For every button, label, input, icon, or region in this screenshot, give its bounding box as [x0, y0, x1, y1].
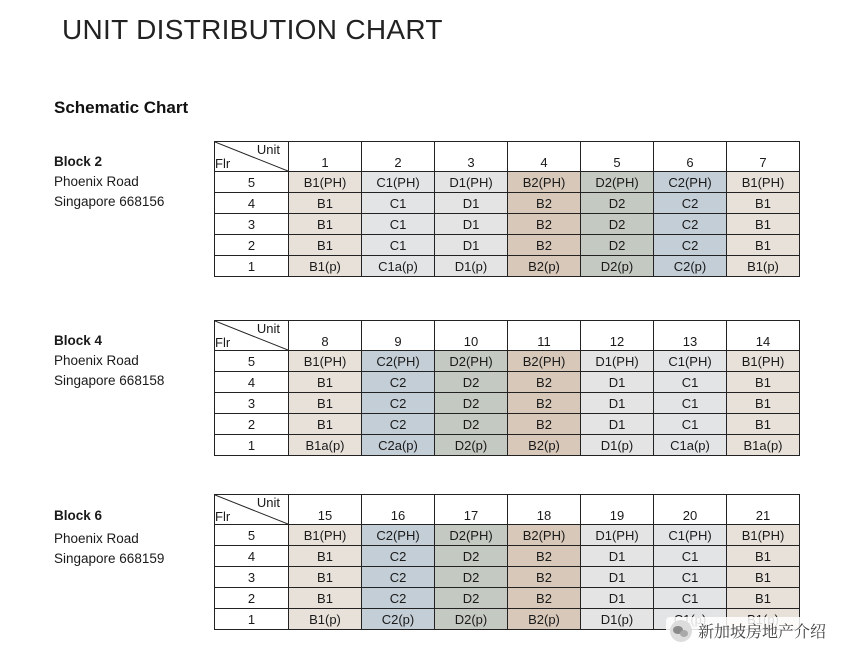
unit-type-cell: D2 [435, 588, 508, 609]
table-corner-cell [215, 321, 289, 351]
table-row [215, 235, 800, 256]
unit-type-cell: D1 [435, 193, 508, 214]
unit-type-cell: B2 [508, 414, 581, 435]
unit-type-cell: B1a(p) [727, 435, 800, 456]
unit-number-header: 6 [654, 142, 727, 172]
unit-type-cell: D1 [581, 567, 654, 588]
unit-type-cell: D1(PH) [581, 525, 654, 546]
unit-type-cell: D2 [435, 372, 508, 393]
unit-type-cell: B2 [508, 372, 581, 393]
table-row [215, 256, 800, 277]
block-info [54, 506, 164, 569]
floor-number-cell: 3 [215, 393, 289, 414]
unit-table [214, 494, 800, 630]
unit-number-header: 19 [581, 495, 654, 525]
unit-type-cell: D1 [435, 235, 508, 256]
unit-type-cell: C2(PH) [362, 351, 435, 372]
unit-type-cell: B1 [289, 372, 362, 393]
unit-type-cell: B1(PH) [727, 351, 800, 372]
unit-type-cell: C2 [362, 372, 435, 393]
table-row [215, 393, 800, 414]
unit-type-cell: C1 [654, 372, 727, 393]
unit-type-cell: C1 [362, 235, 435, 256]
unit-number-header: 4 [508, 142, 581, 172]
unit-type-cell: B2(PH) [508, 172, 581, 193]
floor-number-cell: 4 [215, 193, 289, 214]
unit-type-cell: D1 [581, 414, 654, 435]
block-postal: Singapore 668156 [54, 194, 165, 209]
block-street: Phoenix Road [54, 353, 139, 368]
block-postal: Singapore 668158 [54, 373, 165, 388]
unit-type-cell: B1(p) [289, 609, 362, 630]
block-postal: Singapore 668159 [54, 551, 165, 566]
unit-type-cell: D2 [435, 567, 508, 588]
unit-table [214, 320, 800, 456]
unit-type-cell: C1(PH) [654, 525, 727, 546]
unit-number-header: 7 [727, 142, 800, 172]
table-row [215, 567, 800, 588]
unit-type-cell: B2(p) [508, 435, 581, 456]
unit-table [214, 141, 800, 277]
unit-type-cell: C2 [362, 567, 435, 588]
unit-type-cell: B1 [727, 546, 800, 567]
unit-type-cell: C2(PH) [362, 525, 435, 546]
unit-type-cell: D2 [581, 193, 654, 214]
unit-type-cell: B2(p) [508, 256, 581, 277]
unit-number-header: 5 [581, 142, 654, 172]
unit-type-cell: B2 [508, 193, 581, 214]
unit-type-cell: C1a(p) [654, 435, 727, 456]
unit-type-cell: B2(PH) [508, 525, 581, 546]
table-row [215, 435, 800, 456]
unit-type-cell: B2(PH) [508, 351, 581, 372]
unit-type-cell: D2 [435, 546, 508, 567]
unit-type-cell: B1a(p) [289, 435, 362, 456]
section-subtitle: Schematic Chart [54, 98, 189, 117]
unit-type-cell: B1 [727, 393, 800, 414]
unit-type-cell: B1(PH) [289, 172, 362, 193]
table-row [215, 351, 800, 372]
unit-number-header: 13 [654, 321, 727, 351]
unit-type-cell: B2 [508, 588, 581, 609]
unit-number-header: 11 [508, 321, 581, 351]
floor-number-cell: 5 [215, 172, 289, 193]
unit-type-cell: D2 [435, 393, 508, 414]
unit-type-cell: B1(p) [727, 256, 800, 277]
unit-type-cell: B2 [508, 235, 581, 256]
unit-type-cell: D2 [581, 214, 654, 235]
table-header-row [215, 142, 800, 172]
table-corner-cell [215, 495, 289, 525]
unit-number-header: 14 [727, 321, 800, 351]
unit-type-cell: B1 [289, 193, 362, 214]
unit-type-cell: D2(PH) [581, 172, 654, 193]
unit-type-cell: B1 [289, 567, 362, 588]
unit-number-header: 8 [289, 321, 362, 351]
block-info [54, 152, 164, 212]
unit-number-header: 15 [289, 495, 362, 525]
unit-type-cell: B2 [508, 546, 581, 567]
table-row [215, 525, 800, 546]
unit-type-cell: D2(PH) [435, 525, 508, 546]
unit-type-cell: B2 [508, 214, 581, 235]
floor-number-cell: 1 [215, 609, 289, 630]
unit-type-cell: B2 [508, 567, 581, 588]
unit-axis-label: Unit [256, 321, 280, 336]
table-row [215, 372, 800, 393]
unit-type-cell: D2(p) [435, 609, 508, 630]
wechat-icon [670, 620, 692, 642]
unit-type-cell: D1 [435, 214, 508, 235]
table-row [215, 214, 800, 235]
floor-number-cell: 3 [215, 567, 289, 588]
unit-type-cell: B1 [727, 214, 800, 235]
floor-number-cell: 2 [215, 414, 289, 435]
unit-type-cell: D1 [581, 588, 654, 609]
block-info [54, 331, 164, 391]
table-header-row [215, 495, 800, 525]
unit-type-cell: B1 [289, 235, 362, 256]
unit-type-cell: B1 [727, 567, 800, 588]
unit-type-cell: B1 [289, 546, 362, 567]
unit-number-header: 12 [581, 321, 654, 351]
unit-type-cell: C2 [362, 588, 435, 609]
unit-type-cell: C2a(p) [362, 435, 435, 456]
unit-type-cell: C1 [654, 588, 727, 609]
unit-type-cell: C1(PH) [654, 351, 727, 372]
unit-type-cell: B1(p) [289, 256, 362, 277]
unit-type-cell: C2 [362, 546, 435, 567]
unit-type-cell: C2(PH) [654, 172, 727, 193]
unit-type-cell: D2(p) [581, 256, 654, 277]
unit-type-cell: B2(p) [508, 609, 581, 630]
unit-number-header: 1 [289, 142, 362, 172]
unit-type-cell: D2 [435, 414, 508, 435]
unit-type-cell: B1 [727, 588, 800, 609]
floor-number-cell: 3 [215, 214, 289, 235]
unit-number-header: 17 [435, 495, 508, 525]
unit-type-cell: B1(PH) [727, 525, 800, 546]
unit-type-cell: B1 [289, 393, 362, 414]
unit-axis-label: Unit [256, 142, 280, 157]
unit-type-cell: C2(p) [654, 256, 727, 277]
unit-type-cell: C2(p) [362, 609, 435, 630]
unit-type-cell: B1(PH) [289, 525, 362, 546]
unit-number-header: 18 [508, 495, 581, 525]
floor-number-cell: 5 [215, 351, 289, 372]
floor-number-cell: 5 [215, 525, 289, 546]
unit-type-cell: B1(PH) [727, 172, 800, 193]
unit-type-cell: D1(PH) [581, 351, 654, 372]
unit-number-header: 10 [435, 321, 508, 351]
block-name: Block 6 [54, 508, 103, 523]
unit-type-cell: B1 [727, 414, 800, 435]
unit-type-cell: B1 [727, 372, 800, 393]
unit-number-header: 2 [362, 142, 435, 172]
floor-number-cell: 1 [215, 256, 289, 277]
table-header-row [215, 321, 800, 351]
table-row [215, 172, 800, 193]
unit-type-cell: B1 [289, 214, 362, 235]
block-name: Block 4 [54, 333, 103, 348]
floor-number-cell: 4 [215, 546, 289, 567]
unit-type-cell: D2(p) [435, 435, 508, 456]
unit-number-header: 16 [362, 495, 435, 525]
unit-type-cell: C2 [654, 193, 727, 214]
unit-number-header: 3 [435, 142, 508, 172]
unit-type-cell: D1 [581, 546, 654, 567]
unit-type-cell: B2 [508, 393, 581, 414]
unit-type-cell: C1 [362, 193, 435, 214]
unit-type-cell: D1 [581, 372, 654, 393]
unit-type-cell: C1a(p) [362, 256, 435, 277]
watermark-text: 新加坡房地产介绍 [697, 624, 826, 641]
unit-type-cell: D1(p) [581, 435, 654, 456]
unit-type-cell: C2 [654, 235, 727, 256]
unit-type-cell: C1(PH) [362, 172, 435, 193]
unit-type-cell: B1 [289, 588, 362, 609]
floor-number-cell: 4 [215, 372, 289, 393]
page-title: UNIT DISTRIBUTION CHART [62, 14, 443, 45]
unit-axis-label: Unit [256, 495, 280, 510]
unit-type-cell: C1 [654, 414, 727, 435]
table-row [215, 414, 800, 435]
block-street: Phoenix Road [54, 531, 139, 546]
table-corner-cell [215, 142, 289, 172]
unit-type-cell: B1(PH) [289, 351, 362, 372]
unit-type-cell: D2 [581, 235, 654, 256]
floor-axis-label: Flr [215, 335, 231, 350]
unit-type-cell: D1(PH) [435, 172, 508, 193]
unit-type-cell: C2 [362, 414, 435, 435]
unit-number-header: 21 [727, 495, 800, 525]
table-row [215, 546, 800, 567]
table-row [215, 588, 800, 609]
unit-type-cell: D2(PH) [435, 351, 508, 372]
unit-type-cell: D1(p) [435, 256, 508, 277]
watermark [666, 617, 830, 644]
unit-type-cell: D1 [581, 393, 654, 414]
block-street: Phoenix Road [54, 174, 139, 189]
unit-type-cell: C1 [362, 214, 435, 235]
floor-axis-label: Flr [215, 156, 231, 171]
floor-number-cell: 2 [215, 235, 289, 256]
unit-type-cell: C1 [654, 546, 727, 567]
floor-axis-label: Flr [215, 509, 231, 524]
unit-type-cell: C1 [654, 393, 727, 414]
unit-type-cell: B1 [289, 414, 362, 435]
table-row [215, 193, 800, 214]
unit-type-cell: C2 [362, 393, 435, 414]
unit-number-header: 20 [654, 495, 727, 525]
floor-number-cell: 2 [215, 588, 289, 609]
unit-number-header: 9 [362, 321, 435, 351]
unit-type-cell: B1 [727, 193, 800, 214]
floor-number-cell: 1 [215, 435, 289, 456]
unit-type-cell: B1 [727, 235, 800, 256]
block-name: Block 2 [54, 154, 103, 169]
unit-type-cell: D1(p) [581, 609, 654, 630]
unit-type-cell: C2 [654, 214, 727, 235]
unit-type-cell: C1 [654, 567, 727, 588]
